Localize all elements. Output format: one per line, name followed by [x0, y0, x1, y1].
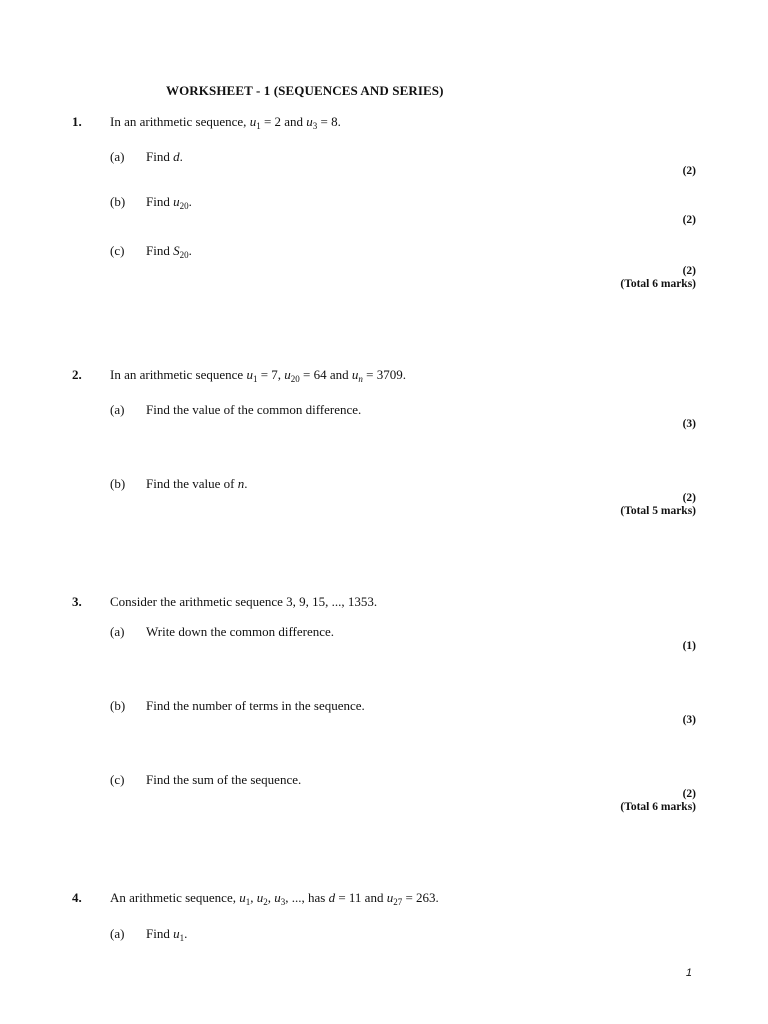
question-1-stem: In an arithmetic sequence, $u_1 = 2$ and $u_3 = 8$. — [110, 114, 341, 131]
question-2-stem: In an arithmetic sequence $u_1 = 7$, $u_{20} = 64$ and $u_n = 3709$. — [110, 367, 406, 384]
question-2b-label: (b) — [110, 476, 126, 491]
question-3c-marks: (2) — [682, 788, 696, 800]
question-3b-text: Find the number of terms in the sequence. — [146, 698, 365, 713]
question-1c-label: (c) — [110, 243, 125, 258]
question-3-number: 3. — [72, 594, 82, 609]
question-2-number: 2. — [72, 367, 82, 382]
question-1-number: 1. — [72, 114, 82, 129]
question-2b-marks: (2) — [682, 492, 696, 504]
question-4-number: 4. — [72, 890, 82, 905]
question-1b-text: Find $u_{20}$. — [146, 194, 192, 211]
worksheet-title: WORKSHEET - 1 (SEQUENCES AND SERIES) — [166, 83, 444, 98]
question-2b-text: Find the value of n. — [146, 476, 248, 491]
question-1b-label: (b) — [110, 194, 126, 209]
question-2-total: (Total 5 marks) — [620, 505, 696, 517]
question-2a-text: Find the value of the common difference. — [146, 402, 362, 417]
question-2a-label: (a) — [110, 402, 125, 417]
question-2a-marks: (3) — [682, 418, 696, 430]
question-3c-text: Find the sum of the sequence. — [146, 772, 302, 787]
question-1a-label: (a) — [110, 149, 125, 164]
question-1-total: (Total 6 marks) — [620, 278, 696, 290]
question-1c-text: Find $S_{20}$. — [146, 243, 192, 260]
question-4a-label: (a) — [110, 926, 125, 941]
question-1b-marks: (2) — [682, 214, 696, 226]
question-3-total: (Total 6 marks) — [620, 801, 696, 813]
question-3b-label: (b) — [110, 698, 126, 713]
question-3a-text: Write down the common difference. — [146, 624, 335, 639]
question-3-stem: Consider the arithmetic sequence 3, 9, 15, ..., 1353. — [110, 594, 378, 609]
question-1c-marks: (2) — [682, 265, 696, 277]
question-3a-label: (a) — [110, 624, 125, 639]
question-1a-text: Find d. — [146, 149, 183, 164]
question-3b-marks: (3) — [682, 714, 696, 726]
question-4-stem: An arithmetic sequence, $u_1$, $u_2$, $u_3$, ..., has d = 11 and $u_{27} = 263$. — [110, 890, 439, 907]
question-4a-text: Find $u_1$. — [146, 926, 188, 943]
question-3a-marks: (1) — [682, 640, 696, 652]
question-3c-label: (c) — [110, 772, 125, 787]
question-1a-marks: (2) — [682, 165, 696, 177]
page-number: 1 — [685, 967, 692, 979]
